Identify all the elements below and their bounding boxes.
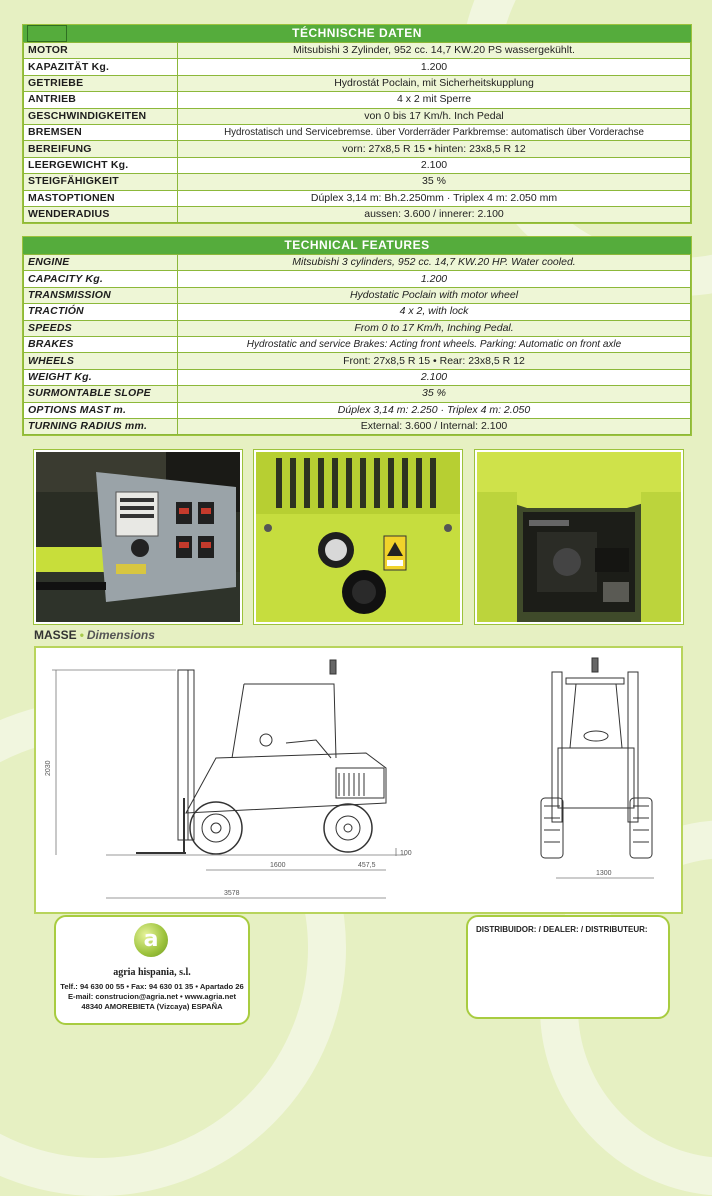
company-phone: Telf.: 94 630 00 55 • Fax: 94 630 01 35 • Apartado 26 [60, 982, 244, 991]
length-dimension: 3578 [224, 890, 240, 897]
german-spec-title: TÉCHNISCHE DATEN [292, 26, 422, 40]
table-row [24, 43, 691, 59]
table-row [24, 304, 691, 320]
table-row [24, 206, 691, 222]
spec-value: From 0 to 17 Km/h, Inching Pedal. [178, 320, 691, 336]
table-row [24, 287, 691, 303]
english-spec-section [22, 236, 692, 436]
spec-value: Hydrostatisch und Servicebremse. über Vorderräder Parkbremse: automatisch über Vorderachse [178, 124, 691, 140]
spec-label: LEERGEWICHT Kg. [24, 157, 178, 173]
company-address [56, 982, 248, 1012]
german-spec-section [22, 24, 692, 224]
table-row [24, 271, 691, 287]
company-logo [134, 923, 168, 957]
table-row [24, 402, 691, 418]
table-row [24, 92, 691, 108]
spec-label: SPEEDS [24, 320, 178, 336]
spec-label: BRAKES [24, 336, 178, 352]
rear-overhang-dimension: 457,5 [358, 862, 376, 869]
dimensions-subtitle: Dimensions [86, 628, 155, 642]
table-row [24, 141, 691, 157]
table-row [24, 157, 691, 173]
spec-value: Mitsubishi 3 Zylinder, 952 cc. 14,7 KW.20 PS wassergekühlt. [178, 43, 691, 59]
spec-label: KAPAZITÄT Kg. [24, 59, 178, 75]
spec-value: von 0 bis 17 Km/h. Inch Pedal [178, 108, 691, 124]
spec-label: MOTOR [24, 43, 178, 59]
spec-label: GETRIEBE [24, 75, 178, 91]
dealer-label: DISTRIBUIDOR: / DEALER: / DISTRIBUTEUR: [476, 925, 648, 934]
photo-fuel-caps [254, 450, 462, 624]
height-dimension: 2030 [45, 760, 52, 776]
german-spec-header [23, 25, 691, 42]
spec-label: WENDERADIUS [24, 206, 178, 222]
table-row [24, 75, 691, 91]
spec-label: TRACTIÓN [24, 304, 178, 320]
spec-label: BEREIFUNG [24, 141, 178, 157]
photo-control-panel [34, 450, 242, 624]
spec-value: 35 % [178, 174, 691, 190]
spec-label: MASTOPTIONEN [24, 190, 178, 206]
logo-letter: a [143, 927, 159, 952]
spec-label: TURNING RADIUS mm. [24, 418, 178, 434]
table-row [24, 386, 691, 402]
spec-value: Hydostatic Poclain with motor wheel [178, 287, 691, 303]
table-row [24, 190, 691, 206]
spec-label: WHEELS [24, 353, 178, 369]
table-row [24, 336, 691, 352]
company-web: E-mail: construcion@agria.net • www.agria.net [67, 992, 236, 1001]
table-row [24, 369, 691, 385]
german-spec-table [23, 42, 691, 223]
photo-engine [475, 450, 683, 624]
spec-value: 4 x 2 mit Sperre [178, 92, 691, 108]
spec-value: Hydrostát Poclain, mit Sicherheitskupplung [178, 75, 691, 91]
spec-value: Dúplex 3,14 m: Bh.2.250mm · Triplex 4 m: 2.050 mm [178, 190, 691, 206]
company-card [54, 915, 250, 1025]
spec-label: WEIGHT Kg. [24, 369, 178, 385]
table-row [24, 174, 691, 190]
spec-value: 2.100 [178, 157, 691, 173]
company-name: agria hispania, s.l. [113, 967, 191, 978]
english-spec-table [23, 254, 691, 435]
spec-value: Front: 27x8,5 R 15 • Rear: 23x8,5 R 12 [178, 353, 691, 369]
table-row [24, 255, 691, 271]
english-spec-header [23, 237, 691, 254]
spec-label: CAPACITY Kg. [24, 271, 178, 287]
spec-label: TRANSMISSION [24, 287, 178, 303]
spec-value: aussen: 3.600 / innerer: 2.100 [178, 206, 691, 222]
spec-label: ANTRIEB [24, 92, 178, 108]
header-box [27, 25, 67, 42]
spec-label: SURMONTABLE SLOPE [24, 386, 178, 402]
dimension-drawing-box [34, 646, 683, 914]
spec-label: OPTIONS MAST m. [24, 402, 178, 418]
spec-label: BREMSEN [24, 124, 178, 140]
spec-value: Dúplex 3,14 m: 2.250 · Triplex 4 m: 2.050 [178, 402, 691, 418]
table-row [24, 320, 691, 336]
table-row [24, 124, 691, 140]
title-separator: • [79, 628, 84, 642]
clearance-dimension: 100 [400, 850, 412, 857]
spec-label: GESCHWINDIGKEITEN [24, 108, 178, 124]
spec-value: 35 % [178, 386, 691, 402]
dimensions-title-main: MASSE [34, 628, 77, 642]
front-view-drawing [541, 658, 652, 858]
spec-value: Hydrostatic and service Brakes: Acting front wheels. Parking: Automatic on front axle [178, 336, 691, 352]
dimensions-title [34, 628, 155, 642]
spec-value: 4 x 2, with lock [178, 304, 691, 320]
dealer-card [466, 915, 670, 1019]
table-row [24, 108, 691, 124]
side-view-drawing [106, 660, 406, 855]
table-row [24, 418, 691, 434]
spec-value: 1.200 [178, 59, 691, 75]
spec-value: 1.200 [178, 271, 691, 287]
spec-value: vorn: 27x8,5 R 15 • hinten: 23x8,5 R 12 [178, 141, 691, 157]
spec-value: 2.100 [178, 369, 691, 385]
table-row [24, 353, 691, 369]
english-spec-title: TECHNICAL FEATURES [284, 238, 430, 252]
spec-label: ENGINE [24, 255, 178, 271]
table-row [24, 59, 691, 75]
wheelbase-dimension: 1600 [270, 862, 286, 869]
company-city: 48340 AMOREBIETA (Vizcaya) ESPAÑA [81, 1002, 223, 1011]
spec-label: STEIGFÄHIGKEIT [24, 174, 178, 190]
width-dimension: 1300 [596, 870, 612, 877]
spec-value: Mitsubishi 3 cylinders, 952 cc. 14,7 KW.20 HP. Water cooled. [178, 255, 691, 271]
spec-value: External: 3.600 / Internal: 2.100 [178, 418, 691, 434]
